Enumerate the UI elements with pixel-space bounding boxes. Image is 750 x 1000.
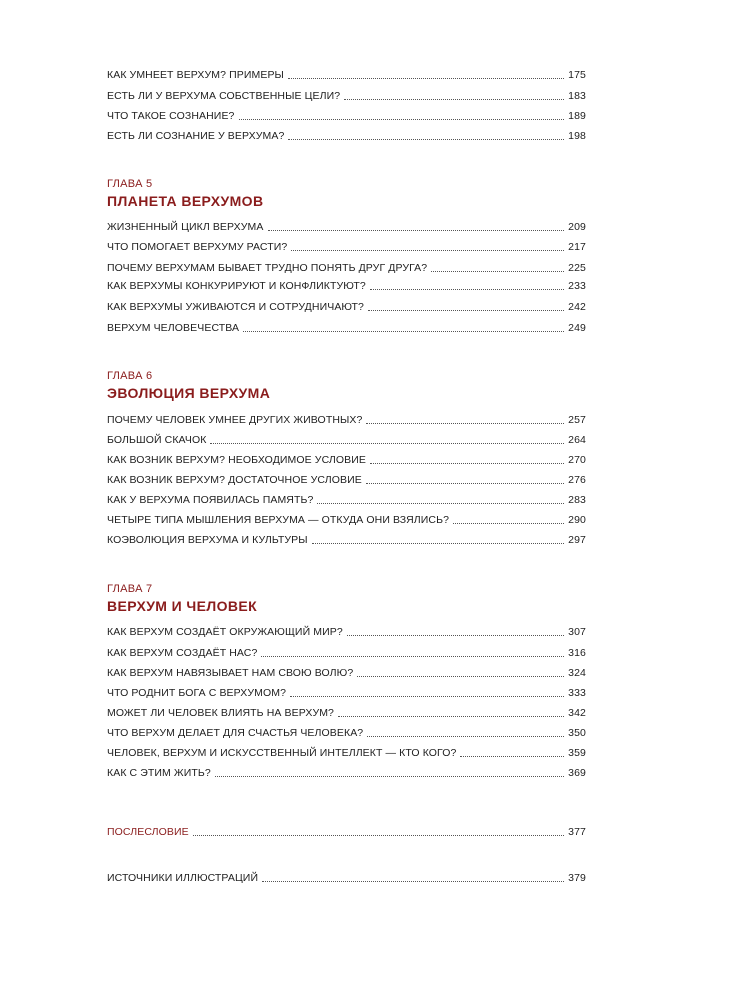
toc-entry[interactable] xyxy=(107,663,586,683)
toc-entry-page: 379 xyxy=(568,872,586,884)
dot-leader xyxy=(215,775,564,777)
dot-leader xyxy=(370,462,564,464)
toc-entry-page: 369 xyxy=(568,767,586,779)
toc-entry[interactable] xyxy=(107,430,586,450)
toc-entry[interactable] xyxy=(107,86,586,106)
toc-entry[interactable] xyxy=(107,622,586,642)
toc-entry[interactable] xyxy=(107,217,586,237)
dot-leader xyxy=(357,675,564,677)
toc-entry-title: КАК ВЕРХУМЫ УЖИВАЮТСЯ И СОТРУДНИЧАЮТ? xyxy=(107,301,364,313)
table-of-contents xyxy=(107,0,586,1000)
dot-leader xyxy=(347,634,564,636)
toc-entry-page: 276 xyxy=(568,474,586,486)
toc-entry[interactable] xyxy=(107,237,586,257)
toc-entry-page: 297 xyxy=(568,534,586,546)
toc-entry-title: КАК ВОЗНИК ВЕРХУМ? НЕОБХОДИМОЕ УСЛОВИЕ xyxy=(107,454,367,466)
toc-entry-page: 183 xyxy=(568,90,586,102)
toc-entry-page: 198 xyxy=(568,130,586,142)
dot-leader xyxy=(288,138,564,140)
toc-entry[interactable] xyxy=(107,126,586,146)
toc-entry[interactable] xyxy=(107,743,586,763)
toc-entry[interactable] xyxy=(107,318,586,338)
toc-entry-title: КАК ВЕРХУМ НАВЯЗЫВАЕТ НАМ СВОЮ ВОЛЮ? xyxy=(107,667,354,679)
dot-leader xyxy=(366,482,564,484)
dot-leader xyxy=(317,502,564,504)
chapter-title[interactable]: ПЛАНЕТА ВЕРХУМОВ xyxy=(107,193,264,209)
toc-entry-title: КАК ВЕРХУМЫ КОНКУРИРУЮТ И КОНФЛИКТУЮТ? xyxy=(107,280,366,292)
toc-entry-title: КАК ВОЗНИК ВЕРХУМ? ДОСТАТОЧНОЕ УСЛОВИЕ xyxy=(107,474,362,486)
toc-entry[interactable] xyxy=(107,276,586,296)
toc-entry-title: ИСТОЧНИКИ ИЛЛЮСТРАЦИЙ xyxy=(107,872,259,884)
toc-entry-page: 175 xyxy=(568,69,586,81)
toc-entry-page: 217 xyxy=(568,241,586,253)
toc-entry-page: 307 xyxy=(568,626,586,638)
toc-entry-sources[interactable] xyxy=(107,868,586,888)
chapter-label: ГЛАВА 5 xyxy=(107,178,153,190)
toc-entry[interactable] xyxy=(107,763,586,783)
toc-entry[interactable] xyxy=(107,410,586,430)
toc-entry-page: 242 xyxy=(568,301,586,313)
toc-entry-page: 249 xyxy=(568,322,586,334)
toc-entry[interactable] xyxy=(107,106,586,126)
dot-leader xyxy=(460,755,564,757)
toc-entry-title: БОЛЬШОЙ СКАЧОК xyxy=(107,434,207,446)
toc-entry-page: 225 xyxy=(568,262,586,274)
dot-leader xyxy=(367,735,564,737)
toc-entry-title: ЧТО РОДНИТ БОГА С ВЕРХУМОМ? xyxy=(107,687,287,699)
toc-entry[interactable] xyxy=(107,65,586,85)
toc-entry-title: КАК УМНЕЕТ ВЕРХУМ? ПРИМЕРЫ xyxy=(107,69,284,81)
chapter-title[interactable]: ЭВОЛЮЦИЯ ВЕРХУМА xyxy=(107,385,271,401)
toc-entry-afterword[interactable] xyxy=(107,822,586,842)
toc-entry-title: ВЕРХУМ ЧЕЛОВЕЧЕСТВА xyxy=(107,322,240,334)
toc-entry-page: 342 xyxy=(568,707,586,719)
toc-entry-page: 350 xyxy=(568,727,586,739)
toc-entry-title: ПОЧЕМУ ВЕРХУМАМ БЫВАЕТ ТРУДНО ПОНЯТЬ ДРУГ ДРУГА? xyxy=(107,262,428,274)
dot-leader xyxy=(312,542,565,544)
toc-entry-title: ЧЕЛОВЕК, ВЕРХУМ И ИСКУССТВЕННЫЙ ИНТЕЛЛЕКТ — КТО КОГО? xyxy=(107,747,457,759)
toc-entry-title: ПОСЛЕСЛОВИЕ xyxy=(107,826,189,838)
toc-entry[interactable] xyxy=(107,530,586,550)
toc-entry[interactable] xyxy=(107,490,586,510)
toc-entry-page: 359 xyxy=(568,747,586,759)
dot-leader xyxy=(291,249,564,251)
toc-entry-title: КАК ВЕРХУМ СОЗДАЁТ ОКРУЖАЮЩИЙ МИР? xyxy=(107,626,343,638)
toc-entry-title: МОЖЕТ ЛИ ЧЕЛОВЕК ВЛИЯТЬ НА ВЕРХУМ? xyxy=(107,707,334,719)
toc-entry-title: ЧЕТЫРЕ ТИПА МЫШЛЕНИЯ ВЕРХУМА — ОТКУДА ОНИ ВЗЯЛИСЬ? xyxy=(107,514,450,526)
toc-entry-title: ЕСТЬ ЛИ СОЗНАНИЕ У ВЕРХУМА? xyxy=(107,130,285,142)
toc-entry[interactable] xyxy=(107,258,586,278)
toc-entry-title: ПОЧЕМУ ЧЕЛОВЕК УМНЕЕ ДРУГИХ ЖИВОТНЫХ? xyxy=(107,414,363,426)
dot-leader xyxy=(338,715,564,717)
toc-entry-page: 283 xyxy=(568,494,586,506)
toc-entry-page: 189 xyxy=(568,110,586,122)
toc-entry-page: 290 xyxy=(568,514,586,526)
toc-entry[interactable] xyxy=(107,450,586,470)
toc-entry-page: 316 xyxy=(568,647,586,659)
dot-leader xyxy=(368,309,564,311)
toc-entry-title: КАК У ВЕРХУМА ПОЯВИЛАСЬ ПАМЯТЬ? xyxy=(107,494,314,506)
toc-entry[interactable] xyxy=(107,470,586,490)
dot-leader xyxy=(370,288,564,290)
toc-entry-page: 377 xyxy=(568,826,586,838)
dot-leader xyxy=(288,77,564,79)
toc-entry-page: 233 xyxy=(568,280,586,292)
toc-entry-title: ЧТО ТАКОЕ СОЗНАНИЕ? xyxy=(107,110,235,122)
toc-entry-title: КОЭВОЛЮЦИЯ ВЕРХУМА И КУЛЬТУРЫ xyxy=(107,534,308,546)
toc-entry[interactable] xyxy=(107,703,586,723)
dot-leader xyxy=(193,834,564,836)
dot-leader xyxy=(243,330,564,332)
toc-entry-page: 264 xyxy=(568,434,586,446)
dot-leader xyxy=(453,522,564,524)
dot-leader xyxy=(366,422,564,424)
toc-entry-page: 333 xyxy=(568,687,586,699)
toc-entry-title: ЧТО ПОМОГАЕТ ВЕРХУМУ РАСТИ? xyxy=(107,241,288,253)
toc-entry-page: 270 xyxy=(568,454,586,466)
toc-entry[interactable] xyxy=(107,510,586,530)
dot-leader xyxy=(261,655,564,657)
toc-entry-page: 209 xyxy=(568,221,586,233)
chapter-title[interactable]: ВЕРХУМ И ЧЕЛОВЕК xyxy=(107,598,258,614)
dot-leader xyxy=(262,880,564,882)
toc-entry-title: ЕСТЬ ЛИ У ВЕРХУМА СОБСТВЕННЫЕ ЦЕЛИ? xyxy=(107,90,341,102)
dot-leader xyxy=(239,118,565,120)
toc-entry-page: 324 xyxy=(568,667,586,679)
toc-entry[interactable] xyxy=(107,643,586,663)
dot-leader xyxy=(268,229,565,231)
toc-entry[interactable] xyxy=(107,297,586,317)
toc-entry-title: ЖИЗНЕННЫЙ ЦИКЛ ВЕРХУМА xyxy=(107,221,264,233)
chapter-label: ГЛАВА 7 xyxy=(107,583,153,595)
dot-leader xyxy=(290,695,564,697)
chapter-label: ГЛАВА 6 xyxy=(107,370,153,382)
toc-entry-title: КАК С ЭТИМ ЖИТЬ? xyxy=(107,767,211,779)
toc-entry-page: 257 xyxy=(568,414,586,426)
toc-entry[interactable] xyxy=(107,723,586,743)
dot-leader xyxy=(344,98,564,100)
dot-leader xyxy=(210,442,564,444)
toc-entry-title: ЧТО ВЕРХУМ ДЕЛАЕТ ДЛЯ СЧАСТЬЯ ЧЕЛОВЕКА? xyxy=(107,727,364,739)
toc-entry[interactable] xyxy=(107,683,586,703)
dot-leader xyxy=(431,270,564,272)
toc-entry-title: КАК ВЕРХУМ СОЗДАЁТ НАС? xyxy=(107,647,258,659)
